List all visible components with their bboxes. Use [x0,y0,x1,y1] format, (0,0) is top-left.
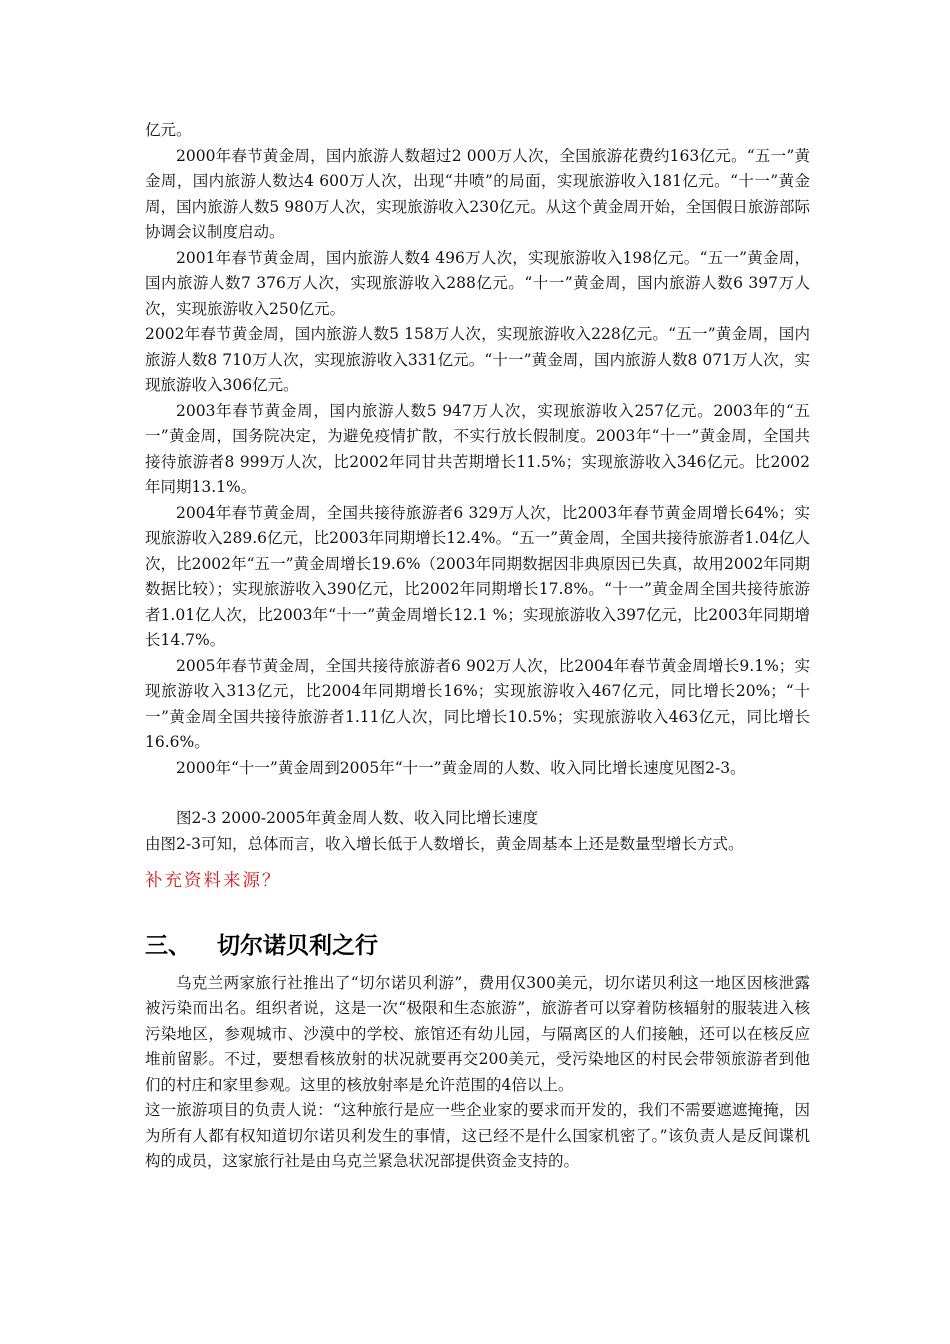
figure-gap [145,781,810,806]
section-heading [145,929,810,963]
paragraph: 2002年春节黄金周，国内旅游人数5 158万人次，实现旅游收入228亿元。“五一”黄金周，国内旅游人数8 710万人次，实现旅游收入331亿元。“十一”黄金周，国内旅游人数8 071万人次，实现旅游收入306亿元。 [145,325,810,394]
paragraph: 2000年春节黄金周，国内旅游人数超过2 000万人次，全国旅游花费约163亿元。“五一”黄金周，国内旅游人数达4 600万人次，出现“井喷”的局面，实现旅游收入181亿元。“十一”黄金周，国内旅游人数5 980万人次，实现旅游收入230亿元。从这个黄金周开始，全国假日旅游部际协调会议制度启动。 [145,146,810,241]
figure-caption: 图2-3 2000-2005年黄金周人数、收入同比增长速度 [176,809,539,827]
paragraph: 2000年“十一”黄金周到2005年“十一”黄金周的人数、收入同比增长速度见图2-3。 [176,758,746,777]
paragraph: 2004年春节黄金周，全国共接待旅游者6 329万人次，比2003年春节黄金周增长64%；实现旅游收入289.6亿元，比2003年同期增长12.4%。“五一”黄金周，全国共接待旅游者1.04亿人次，比2002年“五一”黄金周增长19.6%（2003年同期数据因非典原因已失真，故用2002年同期数据比较）；实现旅游收入390亿元，比2002年同期增长17.8%。“十一”黄金周全国共接待旅游者1.01亿人次，比2003年“十一”黄金周增长12.1 %；实现旅游收入397亿元，比2003年同期增长14.7%。 [145,503,810,649]
editor-note: 补充资料来源？ [145,871,282,891]
paragraph: 乌克兰两家旅行社推出了“切尔诺贝利游”，费用仅300美元，切尔诺贝利这一地区因核泄露被污染而出名。组织者说，这是一次“极限和生态旅游”，旅游者可以穿着防核辐射的服装进入核污染地区，参观城市、沙漠中的学校、旅馆还有幼儿园，与隔离区的人们接触，还可以在核反应堆前留影。不过，要想看核放射的状况就要再交200美元，受污染地区的村民会带领旅游者到他们的村庄和家里参观。这里的核放射率是允许范围的4倍以上。 [145,973,810,1094]
body-section-bottom [145,971,810,1175]
paragraph: 亿元。 [145,121,192,139]
paragraph: 这一旅游项目的负责人说：“这种旅行是应一些企业家的要求而开发的，我们不需要遮遮掩掩，因为所有人都有权知道切尔诺贝利发生的事情，这已经不是什么国家机密了。”该负责人是反间谍机构的成员，这家旅行社是由乌克兰紧急状况部提供资金支持的。 [145,1101,810,1170]
paragraph: 2001年春节黄金周，国内旅游人数4 496万人次，实现旅游收入198亿元。“五一”黄金周，国内旅游人数7 376万人次，实现旅游收入288亿元。“十一”黄金周，国内旅游人数6 397万人次，实现旅游收入250亿元。 [145,248,810,318]
section-title: 切尔诺贝利之行 [217,932,378,959]
document-page [145,118,810,1175]
body-section-top [145,118,810,781]
figure-conclusion: 由图2-3可知，总体而言，收入增长低于人数增长，黄金周基本上还是数量型增长方式。 [145,834,744,853]
paragraph: 2003年春节黄金周，国内旅游人数5 947万人次，实现旅游收入257亿元。2003年的“五一”黄金周，国务院决定，为避免疫情扩散，不实行放长假制度。2003年“十一”黄金周，全国共接待旅游者8 999万人次，比2002年同甘共苦期增长11.5%；实现旅游收入346亿元。比2002年同期13.1%。 [145,401,810,496]
paragraph: 2005年春节黄金周，全国共接待旅游者6 902万人次，比2004年春节黄金周增长9.1%；实现旅游收入313亿元，比2004年同期增长16%；实现旅游收入467亿元，同比增长20%；“十一”黄金周全国共接待旅游者1.11亿人次，同比增长10.5%；实现旅游收入463亿元，同比增长16.6%。 [145,656,810,751]
section-number: 三、 [145,932,191,959]
